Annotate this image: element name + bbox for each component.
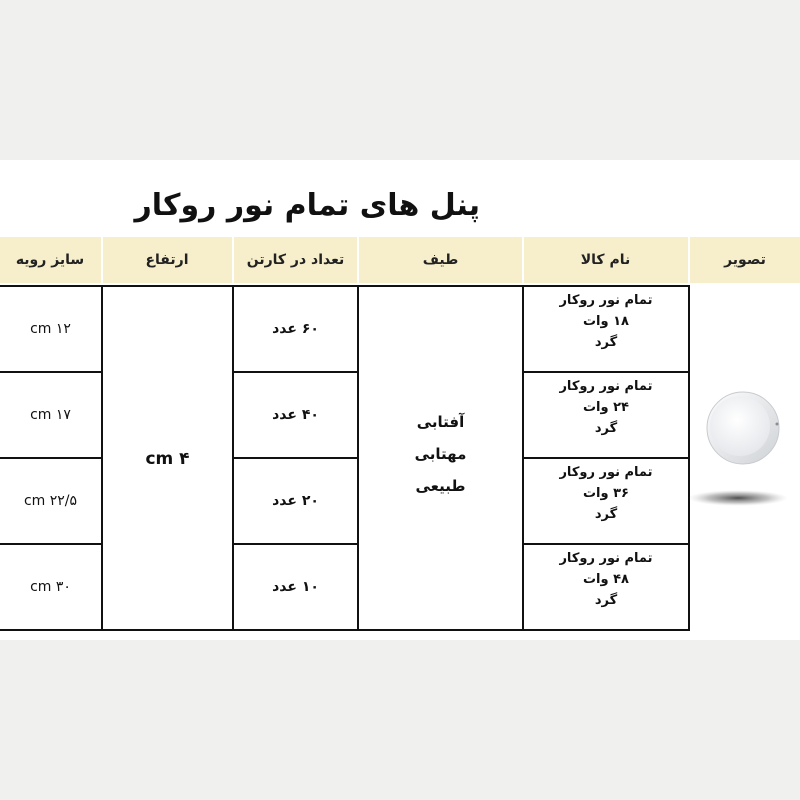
product-shape-line: گرد bbox=[594, 421, 618, 436]
page-title: پنل های تمام نور روکار bbox=[134, 188, 480, 223]
cell-height: ۴ cm bbox=[145, 449, 190, 469]
cell-product-name bbox=[524, 290, 688, 353]
cell-spectrum-cool: مهتابی bbox=[414, 445, 467, 463]
product-watt-line: ۴۸ وات bbox=[582, 572, 629, 587]
header-surface-size: سایز رویه bbox=[15, 252, 85, 268]
cell-carton-count: ۲۰ عدد bbox=[272, 493, 319, 509]
cell-surface-size: ۱۷ cm bbox=[30, 407, 71, 423]
header-separator bbox=[522, 237, 524, 283]
product-shape-line: گرد bbox=[594, 507, 618, 522]
cell-product-name bbox=[524, 462, 688, 525]
product-name-line: تمام نور روکار bbox=[559, 465, 653, 480]
header-separator bbox=[101, 237, 103, 283]
grid-line-row bbox=[522, 457, 690, 459]
cell-carton-count: ۴۰ عدد bbox=[272, 407, 319, 423]
header-image: تصویر bbox=[724, 252, 766, 268]
header-separator bbox=[688, 237, 690, 283]
grid-line-row bbox=[522, 371, 690, 373]
header-spectrum: طیف bbox=[422, 252, 459, 268]
header-separator bbox=[232, 237, 234, 283]
product-shape-line: گرد bbox=[594, 593, 618, 608]
product-name-line: تمام نور روکار bbox=[559, 551, 653, 566]
round-panel-image bbox=[685, 380, 795, 520]
header-height: ارتفاع bbox=[145, 252, 189, 268]
product-name-line: تمام نور روکار bbox=[559, 379, 653, 394]
cell-product-name bbox=[524, 376, 688, 439]
cell-surface-size: ۳۰ cm bbox=[30, 579, 71, 595]
header-product-name: نام کالا bbox=[580, 252, 631, 268]
cell-spectrum-sunny: آفتابی bbox=[416, 413, 465, 431]
cell-surface-size: ۱۲ cm bbox=[30, 321, 71, 337]
cell-spectrum-natural: طبیعی bbox=[415, 477, 466, 495]
product-watt-line: ۱۸ وات bbox=[582, 314, 629, 329]
cell-surface-size: ۲۲/۵ cm bbox=[23, 493, 78, 509]
header-separator bbox=[357, 237, 359, 283]
product-watt-line: ۲۴ وات bbox=[582, 400, 629, 415]
cell-carton-count: ۶۰ عدد bbox=[272, 321, 319, 337]
cell-carton-count: ۱۰ عدد bbox=[272, 579, 319, 595]
grid-line-bottom bbox=[0, 629, 690, 631]
product-shape-line: گرد bbox=[594, 335, 618, 350]
header-carton-count: تعداد در کارتن bbox=[246, 252, 345, 268]
grid-line-row bbox=[522, 543, 690, 545]
product-name-line: تمام نور روکار bbox=[559, 293, 653, 308]
cell-product-name bbox=[524, 548, 688, 611]
product-watt-line: ۳۶ وات bbox=[582, 486, 629, 501]
